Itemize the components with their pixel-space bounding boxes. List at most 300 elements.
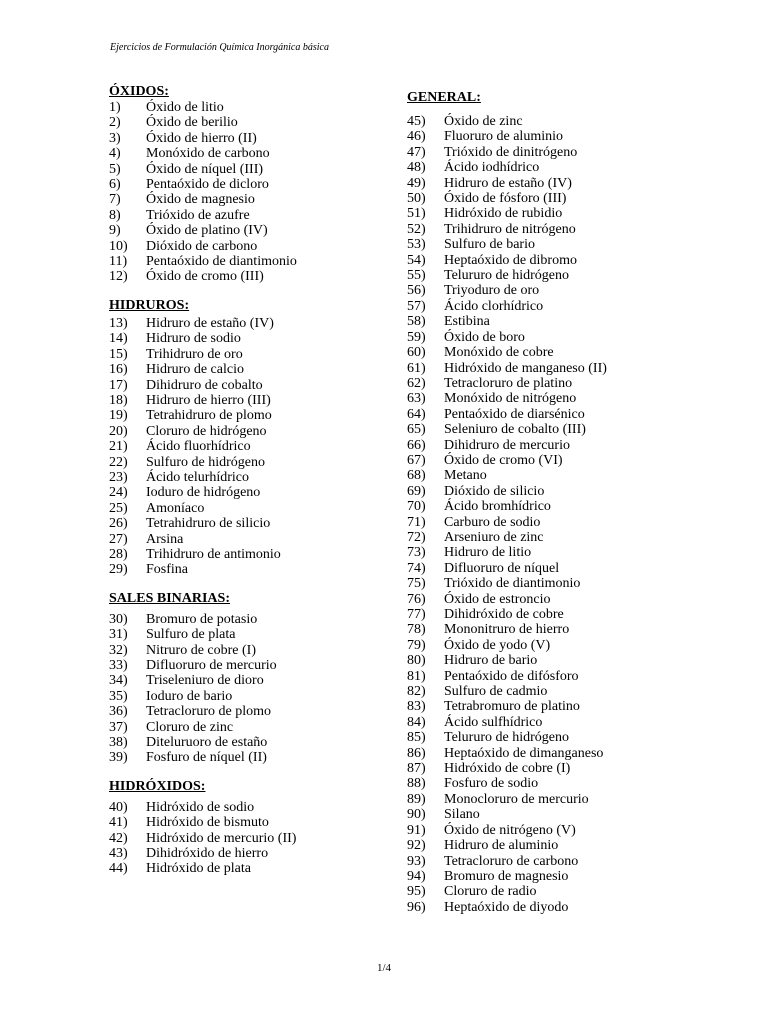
item-number: 86) (407, 745, 426, 761)
item-name: Hidruro de estaño (IV) (146, 315, 274, 331)
item-name: Carburo de sodio (444, 514, 541, 530)
item-name: Heptaóxido de diyodo (444, 899, 569, 915)
item-number: 55) (407, 268, 426, 284)
item-number: 48) (407, 160, 426, 176)
section-title: HIDRUROS: (109, 297, 190, 313)
item-name: Bromuro de potasio (146, 611, 258, 627)
item-name: Óxido de nitrógeno (V) (444, 822, 576, 838)
item-number: 69) (407, 483, 426, 499)
item-number: 83) (407, 699, 426, 715)
item-name: Óxido de cromo (III) (146, 269, 264, 285)
item-number: 61) (407, 360, 426, 376)
list-item (407, 638, 687, 653)
list-item (109, 547, 369, 562)
list-item (407, 884, 687, 899)
item-number: 82) (407, 684, 426, 700)
item-name: Seleniuro de cobalto (III) (444, 422, 586, 438)
list-item (407, 453, 687, 468)
page-header-title: Ejercicios de Formulación Química Inorgánica básica (110, 42, 329, 53)
item-number: 64) (407, 406, 426, 422)
list-item (109, 439, 369, 454)
item-number: 19) (109, 408, 128, 424)
item-number: 32) (109, 642, 128, 658)
list-item (109, 393, 369, 408)
section-general (407, 90, 687, 915)
list-item (407, 761, 687, 776)
list-item (109, 162, 369, 177)
item-number: 20) (109, 423, 128, 439)
list-item (407, 145, 687, 160)
list-item (109, 735, 369, 750)
item-name: Hidruro de calcio (146, 362, 244, 378)
item-number: 93) (407, 853, 426, 869)
list-item (109, 455, 369, 470)
item-number: 10) (109, 238, 128, 254)
item-number: 77) (407, 607, 426, 622)
item-name: Ioduro de hidrógeno (146, 485, 261, 501)
page-number: 1/4 (376, 962, 392, 974)
item-name: Sulfuro de hidrógeno (146, 454, 265, 470)
list-item (407, 499, 687, 514)
list-item (109, 223, 369, 238)
list-item (109, 846, 369, 861)
list-item (109, 424, 369, 439)
exercise-list (109, 612, 369, 766)
item-name: Ácido bromhídrico (444, 499, 551, 515)
item-name: Pentaóxido de diarsénico (444, 406, 585, 422)
item-number: 80) (407, 653, 426, 669)
item-name: Dihidruro de cobalto (146, 377, 263, 393)
list-item (407, 114, 687, 129)
section-hidruros (109, 298, 369, 578)
item-name: Óxido de estroncio (444, 591, 551, 607)
item-number: 23) (109, 469, 128, 485)
list-item (109, 815, 369, 830)
item-number: 85) (407, 730, 426, 746)
item-number: 91) (407, 822, 426, 838)
item-number: 40) (109, 799, 128, 815)
exercise-list (109, 800, 369, 877)
item-name: Óxido de cromo (VI) (444, 452, 563, 468)
list-item (407, 776, 687, 791)
list-item (407, 438, 687, 453)
item-name: Heptaóxido de dimanganeso (444, 745, 604, 761)
list-item (407, 854, 687, 869)
list-item (109, 800, 369, 815)
item-number: 1) (109, 100, 121, 115)
list-item (407, 561, 687, 576)
list-item (407, 191, 687, 206)
item-number: 14) (109, 331, 128, 347)
list-item (109, 208, 369, 223)
item-number: 81) (407, 668, 426, 684)
item-number: 72) (407, 529, 426, 545)
item-name: Hidruro de litio (444, 545, 532, 561)
list-item (407, 314, 687, 329)
item-number: 12) (109, 269, 128, 285)
item-name: Fosfuro de níquel (II) (146, 750, 267, 766)
item-name: Ácido sulfhídrico (444, 714, 543, 730)
item-name: Monocloruro de mercurio (444, 791, 589, 807)
exercise-list (407, 114, 687, 915)
item-name: Hidruro de sodio (146, 331, 241, 347)
item-name: Óxido de níquel (III) (146, 161, 264, 177)
list-item (407, 253, 687, 268)
list-item (109, 831, 369, 846)
item-name: Cloruro de radio (444, 884, 537, 900)
item-number: 16) (109, 362, 128, 378)
item-name: Óxido de berilio (146, 115, 238, 131)
item-number: 56) (407, 283, 426, 299)
section-oxidos (109, 84, 369, 285)
list-item (109, 470, 369, 485)
item-number: 90) (407, 807, 426, 823)
item-name: Telururo de hidrógeno (444, 268, 569, 284)
list-item (407, 376, 687, 391)
section-title: ÓXIDOS: (109, 84, 169, 99)
list-item (407, 484, 687, 499)
item-name: Arseniuro de zinc (444, 529, 544, 545)
list-item (407, 607, 687, 622)
item-number: 71) (407, 514, 426, 530)
item-name: Trióxido de diantimonio (444, 576, 581, 592)
item-name: Trióxido de dinitrógeno (444, 144, 578, 160)
item-number: 46) (407, 129, 426, 145)
item-name: Cloruro de hidrógeno (146, 423, 267, 439)
list-item (109, 362, 369, 377)
section-sales-binarias (109, 591, 369, 766)
item-number: 75) (407, 576, 426, 592)
list-item (109, 532, 369, 547)
list-item (407, 530, 687, 545)
item-name: Dihidruro de mercurio (444, 437, 570, 453)
item-name: Óxido de litio (146, 100, 224, 115)
item-name: Dihidróxido de hierro (146, 846, 269, 862)
item-name: Hidruro de hierro (III) (146, 392, 271, 408)
item-name: Tetrahidruro de silicio (146, 516, 271, 532)
item-name: Amoníaco (146, 500, 205, 516)
item-number: 76) (407, 591, 426, 607)
item-number: 3) (109, 130, 121, 146)
item-name: Tetracloruro de platino (444, 375, 573, 391)
item-name: Trióxido de azufre (146, 207, 250, 223)
list-item (109, 347, 369, 362)
item-number: 37) (109, 719, 128, 735)
list-item (407, 622, 687, 637)
item-name: Ioduro de bario (146, 688, 233, 704)
item-number: 94) (407, 868, 426, 884)
list-item (407, 730, 687, 745)
list-item (407, 345, 687, 360)
item-name: Bromuro de magnesio (444, 868, 569, 884)
item-name: Metano (444, 468, 487, 484)
item-number: 70) (407, 499, 426, 515)
item-number: 89) (407, 791, 426, 807)
item-name: Arsina (146, 531, 184, 547)
list-item (109, 131, 369, 146)
list-item (407, 823, 687, 838)
list-item (109, 378, 369, 393)
item-name: Óxido de platino (IV) (146, 223, 268, 239)
list-item (407, 807, 687, 822)
item-number: 42) (109, 830, 128, 846)
item-number: 2) (109, 115, 121, 131)
list-item (109, 612, 369, 627)
list-item (407, 669, 687, 684)
item-name: Fosfina (146, 562, 188, 578)
item-name: Óxido de zinc (444, 114, 523, 129)
item-number: 21) (109, 439, 128, 455)
list-item (407, 237, 687, 252)
item-number: 5) (109, 161, 121, 177)
item-number: 38) (109, 735, 128, 751)
item-number: 92) (407, 838, 426, 854)
list-item (109, 316, 369, 331)
item-number: 96) (407, 899, 426, 915)
item-number: 95) (407, 884, 426, 900)
item-name: Heptaóxido de dibromo (444, 252, 577, 268)
item-number: 68) (407, 468, 426, 484)
item-name: Ácido telurhídrico (146, 469, 250, 485)
item-number: 9) (109, 223, 121, 239)
item-number: 57) (407, 298, 426, 314)
list-item (407, 299, 687, 314)
list-item (407, 592, 687, 607)
list-item (407, 206, 687, 221)
item-number: 73) (407, 545, 426, 561)
item-number: 39) (109, 750, 128, 766)
item-name: Óxido de magnesio (146, 192, 255, 208)
item-number: 53) (407, 237, 426, 253)
item-number: 28) (109, 546, 128, 562)
item-number: 30) (109, 611, 128, 627)
left-column (109, 80, 369, 877)
list-item (407, 468, 687, 483)
item-number: 44) (109, 861, 128, 877)
item-number: 6) (109, 177, 121, 193)
item-name: Monóxido de cobre (444, 345, 554, 361)
item-name: Fluoruro de aluminio (444, 129, 563, 145)
list-item (109, 501, 369, 516)
list-item (407, 283, 687, 298)
item-number: 36) (109, 704, 128, 720)
item-name: Diteluruoro de estaño (146, 735, 268, 751)
item-name: Telururo de hidrógeno (444, 730, 569, 746)
item-number: 50) (407, 191, 426, 207)
item-name: Pentaóxido de dicloro (146, 177, 269, 193)
list-item (109, 146, 369, 161)
exercise-list (109, 100, 369, 285)
item-name: Monóxido de carbono (146, 146, 270, 162)
list-item (109, 192, 369, 207)
item-name: Triseleniuro de dioro (146, 673, 264, 689)
list-item (407, 422, 687, 437)
item-name: Difluoruro de níquel (444, 560, 560, 576)
list-item (109, 516, 369, 531)
item-number: 33) (109, 658, 128, 673)
item-number: 88) (407, 776, 426, 792)
item-number: 8) (109, 207, 121, 223)
item-number: 59) (407, 329, 426, 345)
list-item (407, 746, 687, 761)
item-number: 25) (109, 500, 128, 516)
item-name: Tetracloruro de carbono (444, 853, 579, 869)
item-number: 54) (407, 252, 426, 268)
list-item (407, 391, 687, 406)
list-item (407, 699, 687, 714)
list-item (109, 177, 369, 192)
list-item (109, 562, 369, 577)
item-name: Ácido iodhídrico (444, 160, 540, 176)
item-number: 51) (407, 206, 426, 222)
item-name: Dihidróxido de cobre (444, 607, 564, 622)
list-item (407, 653, 687, 668)
item-number: 22) (109, 454, 128, 470)
item-number: 13) (109, 315, 128, 331)
item-number: 63) (407, 391, 426, 407)
item-number: 45) (407, 114, 426, 129)
item-name: Ácido fluorhídrico (146, 439, 251, 455)
item-name: Nitruro de cobre (I) (146, 642, 257, 658)
item-name: Hidróxido de cobre (I) (444, 761, 571, 777)
item-name: Óxido de boro (444, 329, 525, 345)
item-name: Óxido de yodo (V) (444, 637, 551, 653)
item-number: 26) (109, 516, 128, 532)
item-number: 62) (407, 375, 426, 391)
item-name: Hidruro de bario (444, 653, 538, 669)
list-item (109, 485, 369, 500)
item-number: 4) (109, 146, 121, 162)
item-name: Hidróxido de mercurio (II) (146, 830, 297, 846)
list-item (407, 160, 687, 175)
section-hidroxidos (109, 779, 369, 877)
list-item (407, 684, 687, 699)
list-item (109, 673, 369, 688)
item-name: Tetrahidruro de plomo (146, 408, 272, 424)
item-name: Hidróxido de bismuto (146, 815, 269, 831)
item-name: Hidróxido de manganeso (II) (444, 360, 607, 376)
item-name: Estibina (444, 314, 490, 330)
item-name: Sulfuro de bario (444, 237, 535, 253)
list-item (109, 720, 369, 735)
item-name: Hidruro de aluminio (444, 838, 559, 854)
item-number: 27) (109, 531, 128, 547)
item-number: 78) (407, 622, 426, 638)
item-number: 84) (407, 714, 426, 730)
item-number: 65) (407, 422, 426, 438)
item-name: Pentaóxido de diantimonio (146, 254, 297, 270)
item-name: Hidróxido de plata (146, 861, 251, 877)
item-name: Triyoduro de oro (444, 283, 540, 299)
list-item (109, 254, 369, 269)
item-name: Cloruro de zinc (146, 719, 234, 735)
list-item (407, 268, 687, 283)
item-name: Hidróxido de sodio (146, 799, 255, 815)
item-name: Sulfuro de cadmio (444, 684, 548, 700)
list-item (109, 408, 369, 423)
item-name: Óxido de fósforo (III) (444, 191, 567, 207)
item-number: 41) (109, 815, 128, 831)
list-item (109, 704, 369, 719)
item-name: Dióxido de silicio (444, 483, 545, 499)
list-item (407, 838, 687, 853)
item-name: Hidróxido de rubidio (444, 206, 563, 222)
item-number: 15) (109, 346, 128, 362)
right-column (407, 90, 687, 915)
item-number: 79) (407, 637, 426, 653)
item-number: 58) (407, 314, 426, 330)
exercise-list (109, 316, 369, 578)
list-item (109, 750, 369, 765)
item-name: Silano (444, 807, 480, 823)
item-number: 47) (407, 144, 426, 160)
item-number: 7) (109, 192, 121, 208)
item-name: Monóxido de nitrógeno (444, 391, 577, 407)
item-name: Hidruro de estaño (IV) (444, 175, 572, 191)
item-number: 60) (407, 345, 426, 361)
list-item (109, 658, 369, 673)
item-number: 66) (407, 437, 426, 453)
list-item (109, 627, 369, 642)
list-item (407, 545, 687, 560)
item-name: Trihidruro de oro (146, 346, 243, 362)
list-item (109, 643, 369, 658)
list-item (407, 900, 687, 915)
item-name: Mononitruro de hierro (444, 622, 570, 638)
list-item (407, 715, 687, 730)
list-item (407, 576, 687, 591)
item-number: 34) (109, 673, 128, 689)
item-name: Difluoruro de mercurio (146, 658, 277, 673)
list-item (109, 689, 369, 704)
item-name: Ácido clorhídrico (444, 298, 544, 314)
item-number: 43) (109, 846, 128, 862)
list-item (109, 331, 369, 346)
item-name: Dióxido de carbono (146, 238, 258, 254)
section-title: SALES BINARIAS: (109, 590, 230, 606)
section-title: GENERAL: (407, 90, 481, 105)
list-item (109, 239, 369, 254)
item-name: Sulfuro de plata (146, 627, 236, 643)
item-name: Fosfuro de sodio (444, 776, 539, 792)
item-number: 18) (109, 392, 128, 408)
item-number: 17) (109, 377, 128, 393)
item-number: 87) (407, 761, 426, 777)
item-name: Pentaóxido de difósforo (444, 668, 579, 684)
list-item (407, 129, 687, 144)
item-number: 52) (407, 221, 426, 237)
list-item (407, 330, 687, 345)
list-item (109, 100, 369, 115)
list-item (407, 361, 687, 376)
item-number: 67) (407, 452, 426, 468)
item-name: Óxido de hierro (II) (146, 130, 257, 146)
item-number: 24) (109, 485, 128, 501)
list-item (109, 115, 369, 130)
list-item (109, 269, 369, 284)
list-item (407, 869, 687, 884)
list-item (407, 176, 687, 191)
item-name: Tetracloruro de plomo (146, 704, 271, 720)
item-number: 11) (109, 254, 128, 270)
list-item (407, 792, 687, 807)
list-item (109, 861, 369, 876)
list-item (407, 222, 687, 237)
item-number: 31) (109, 627, 128, 643)
item-number: 35) (109, 688, 128, 704)
item-name: Tetrabromuro de platino (444, 699, 580, 715)
item-number: 74) (407, 560, 426, 576)
